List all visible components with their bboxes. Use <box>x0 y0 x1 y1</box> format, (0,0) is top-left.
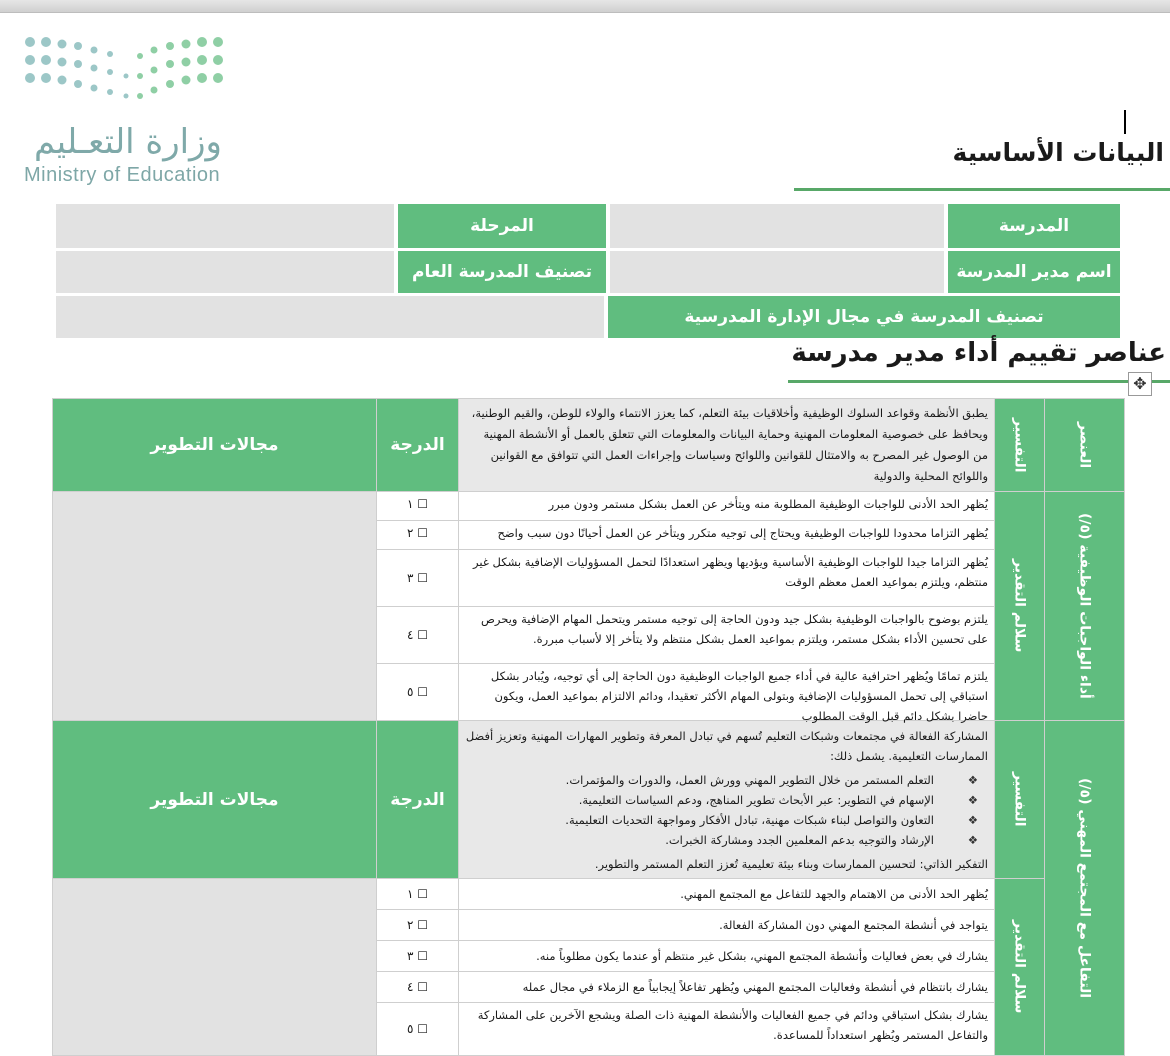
checkbox-icon[interactable]: ☐ <box>417 685 429 699</box>
bullet-text: الإرشاد والتوجيه بدعم المعلمين الجدد ومشاركة الخبرات. <box>665 832 934 847</box>
grade-number: ٤ <box>406 628 414 642</box>
explanation-label-cell <box>995 721 1045 879</box>
section-2-levels-row <box>53 879 1125 1056</box>
window-top-bar <box>0 0 1170 13</box>
section-1-development-field[interactable] <box>53 492 377 721</box>
grade-option[interactable] <box>377 550 458 607</box>
section-1-element-cell <box>1045 492 1125 721</box>
school-label: المدرسة <box>948 204 1120 248</box>
principal-name-field[interactable] <box>610 251 944 293</box>
school-field[interactable] <box>610 204 944 248</box>
scale-label-cell <box>995 492 1045 721</box>
level-text: يتواجد في أنشطة المجتمع المهني دون المشاركة الفعالة. <box>459 910 994 941</box>
grade-number: ١ <box>406 497 414 511</box>
grade-option[interactable] <box>377 972 458 1003</box>
development-header: مجالات التطوير <box>53 399 377 492</box>
logo-dots-icon <box>22 30 242 110</box>
diamond-bullet-icon: ❖ <box>967 812 978 827</box>
explanation-label-cell <box>995 399 1045 492</box>
evaluation-title: عناصر تقييم أداء مدير مدرسة <box>791 338 1166 368</box>
grade-number: ١ <box>406 887 414 901</box>
description-outro: التفكير الذاتي: لتحسين الممارسات وبناء بيئة تعليمية تُعزز التعلم المستمر والتطوير. <box>594 856 988 871</box>
bullet-item <box>465 830 978 850</box>
checkbox-icon[interactable]: ☐ <box>417 918 429 932</box>
diamond-bullet-icon: ❖ <box>967 772 978 787</box>
grade-option[interactable] <box>377 492 458 521</box>
admin-classification-label: تصنيف المدرسة في مجال الإدارة المدرسية <box>608 296 1120 338</box>
section-1-element: أداء الواجبات الوظيفية (٥/) <box>1076 513 1093 699</box>
bullet-item <box>465 770 978 790</box>
bullet-text: التعلم المستمر من خلال التطوير المهني وورش العمل، والدورات والمؤتمرات. <box>565 772 934 787</box>
element-label-cell <box>1045 399 1125 492</box>
grade-option[interactable] <box>377 664 458 720</box>
checkbox-icon[interactable]: ☐ <box>417 571 429 585</box>
logo-arabic-text: وزارة التعـليم <box>34 122 222 162</box>
scale-label-cell <box>995 879 1045 1056</box>
section-2-levels <box>459 879 995 1056</box>
development-header: مجالات التطوير <box>53 721 377 879</box>
explanation-label: التفسير <box>1011 417 1028 473</box>
explanation-label: التفسير <box>1011 772 1028 827</box>
checkbox-icon[interactable]: ☐ <box>417 1022 429 1036</box>
checkbox-icon[interactable]: ☐ <box>417 526 429 540</box>
stage-field[interactable] <box>56 204 394 248</box>
section-2-grades <box>377 879 459 1056</box>
element-label: العنصر <box>1076 421 1093 469</box>
stage-label: المرحلة <box>398 204 606 248</box>
scale-label: سلالم التقدير <box>1011 559 1028 653</box>
level-text: يلتزم تمامًا ويُظهر احترافية عالية في أداء جميع الواجبات الوظيفية دون الحاجة إلى أي توجيه، ويُبادر بشكل استباقي إلى تحمل المسؤوليات الإضافية وبتولى المهام الأكثر تعقيدا، ودائم الالتزام بمواعيد العمل، ويكون حاضرا بشكل دائم قبل الوقت المطلوب <box>490 669 988 723</box>
level-text: يُظهر التزاما جيدا للواجبات الوظيفية الأساسية ويؤديها ويظهر استعدادًا لتحمل المسؤوليات الإضافية بشكل غير منتظم، ويلتزم بمواعيد العمل معظم الوقت <box>459 550 994 607</box>
bullet-item <box>465 790 978 810</box>
section-2-description <box>459 721 995 879</box>
level-text: يُظهر الحد الأدنى من الاهتمام والجهد للتفاعل مع المجتمع المهني. <box>459 879 994 910</box>
bullet-text: الإسهام في التطوير: عبر الأبحاث تطوير المناهج، ودعم السياسات التعليمية. <box>578 792 934 807</box>
bullet-text: التعاون والتواصل لبناء شبكات مهنية، تبادل الأفكار ومواجهة التحديات التعليمية. <box>565 812 934 827</box>
grade-option[interactable] <box>377 607 458 664</box>
evaluation-table <box>52 398 1125 1056</box>
diamond-bullet-icon: ❖ <box>967 832 978 847</box>
grade-number: ٢ <box>406 918 414 932</box>
text-cursor <box>1124 110 1126 134</box>
grade-number: ٣ <box>406 571 414 585</box>
description-intro: المشاركة الفعالة في مجتمعات وشبكات التعليم تُسهم في تبادل المعرفة وتطوير المهارات المهنية وتعزيز أفضل الممارسات التعليمية. يشمل ذلك: <box>465 728 988 763</box>
principal-name-label: اسم مدير المدرسة <box>948 251 1120 293</box>
level-text: يُظهر التزاما محدودا للواجبات الوظيفية ويحتاج إلى توجيه متكرر ويتأخر عن العمل أحيانًا دون سبب واضح <box>459 521 994 550</box>
section-1-grades <box>377 492 459 721</box>
grade-number: ٣ <box>406 949 414 963</box>
diamond-bullet-icon: ❖ <box>967 792 978 807</box>
ministry-logo <box>22 30 242 190</box>
description-bullets <box>465 770 978 850</box>
grade-number: ٥ <box>406 685 414 699</box>
section-2-header-row <box>53 721 1125 879</box>
checkbox-icon[interactable]: ☐ <box>417 980 429 994</box>
level-text: يشارك بشكل استباقي ودائم في جميع الفعاليات والأنشطة المهنية ذات الصلة ويشجع الآخرين على المشاركة والتفاعل المستمر ويُظهر استعداداً للمساعدة. <box>477 1008 988 1042</box>
section-1-levels-row <box>53 492 1125 721</box>
basic-info-title: البيانات الأساسية <box>952 138 1164 167</box>
section-1-header-row <box>53 399 1125 492</box>
grade-option[interactable] <box>377 1003 458 1055</box>
checkbox-icon[interactable]: ☐ <box>417 887 429 901</box>
grade-option[interactable] <box>377 941 458 972</box>
grade-number: ٥ <box>406 1022 414 1036</box>
grade-number: ٤ <box>406 980 414 994</box>
section-2-element: التفاعل مع المجتمع المهني (٥/) <box>1076 777 1093 999</box>
grade-header: الدرجة <box>377 721 459 879</box>
general-classification-label: تصنيف المدرسة العام <box>398 251 606 293</box>
checkbox-icon[interactable]: ☐ <box>417 628 429 642</box>
basic-info-underline <box>794 188 1170 191</box>
section-2-element-cell <box>1045 721 1125 1056</box>
table-move-handle-icon[interactable]: ✥ <box>1128 372 1152 396</box>
grade-option[interactable] <box>377 521 458 550</box>
grade-option[interactable] <box>377 879 458 910</box>
general-classification-field[interactable] <box>56 251 394 293</box>
evaluation-title-underline <box>788 380 1170 383</box>
checkbox-icon[interactable]: ☐ <box>417 497 429 511</box>
scale-label: سلالم التقدير <box>1011 920 1028 1014</box>
level-text: يلتزم بوضوح بالواجبات الوظيفية بشكل جيد ودون الحاجة إلى توجيه مستمر ويتحمل المهام الإضافية ويحرص على تحسين الأداء بشكل مستمر، ويلتزم بمواعيد العمل بشكل منتظم ولا يتأخر إلا لأسباب مبررة. <box>459 607 994 664</box>
section-2-development-field[interactable] <box>53 879 377 1056</box>
grade-header: الدرجة <box>377 399 459 492</box>
level-text: يُظهر الحد الأدنى للواجبات الوظيفية المطلوبة منه ويتأخر عن العمل بشكل مستمر ودون مبرر <box>459 492 994 521</box>
level-text: يشارك في بعض فعاليات وأنشطة المجتمع المهني، بشكل غير منتظم أو عندما يكون مطلوباً منه. <box>459 941 994 972</box>
section-1-levels <box>459 492 995 721</box>
bullet-item <box>465 810 978 830</box>
logo-english-text: Ministry of Education <box>24 164 221 186</box>
grade-number: ٢ <box>406 526 414 540</box>
admin-classification-field[interactable] <box>56 296 604 338</box>
level-text: يشارك بانتظام في أنشطة وفعاليات المجتمع المهني ويُظهر تفاعلاً إيجابياً مع الزملاء في مجال عمله <box>459 972 994 1003</box>
grade-option[interactable] <box>377 910 458 941</box>
checkbox-icon[interactable]: ☐ <box>417 949 429 963</box>
section-1-description: يطبق الأنظمة وقواعد السلوك الوظيفية وأخلاقيات بيئة التعلم، كما يعزز الانتماء والولاء للوطن، والقيم الوطنية، ويحافظ على خصوصية المعلومات المهنية وحماية البيانات والمعلومات التي تتعلق بالعمل أو الأنشطة المهنية من الوصول غير المصرح به والامتثال للقوانين واللوائح وسياسات وإجراءات العمل التي تتوافق مع القوانين واللوائح المحلية والدولية <box>459 399 995 492</box>
